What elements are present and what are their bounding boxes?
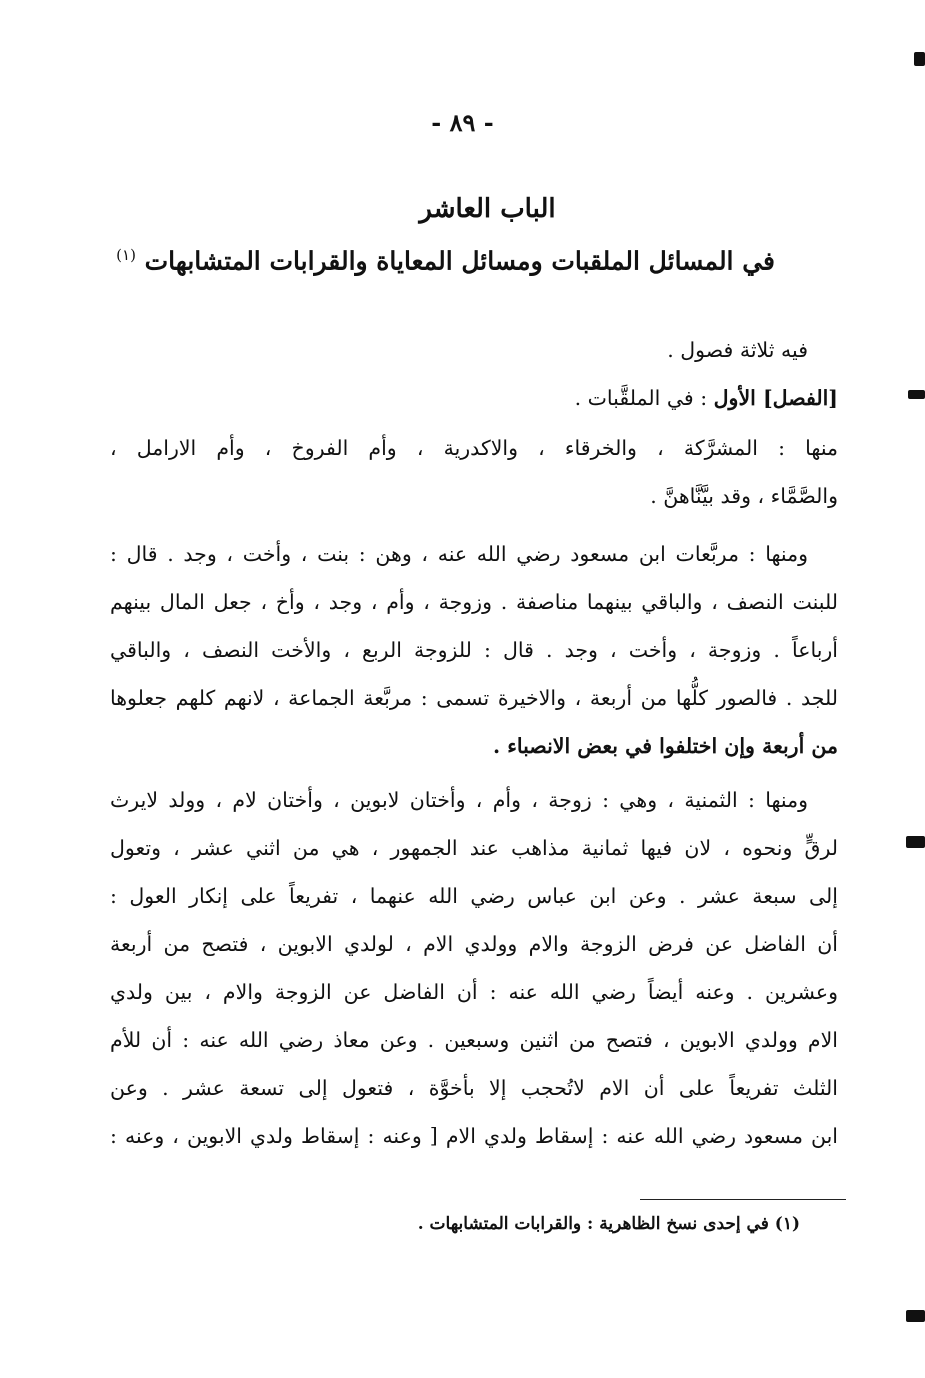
page-number: - ٨٩ - xyxy=(431,108,494,137)
paragraph-murabbaat xyxy=(110,530,838,770)
section-line xyxy=(300,374,838,422)
text-line: منها : المشرَّكة ، والخرقاء ، والاكدرية ، وأم الفروخ ، وأم الارامل ، xyxy=(110,436,838,460)
text-line: الثلث تفريعاً على أن الام لاتُحجب إلا بأخوَّة ، فتعول إلى تسعة عشر . وعن xyxy=(110,1076,838,1100)
text-line: وعشرين . وعنه أيضاً رضي الله عنه : أن الفاضل عن الزوجة والام ، بين ولدي xyxy=(110,980,838,1004)
text-line: والصَّمَّاء ، وقد بيَّنَّاهنَّ . xyxy=(650,484,838,508)
paragraph-section-heading xyxy=(300,374,838,422)
paragraph-names xyxy=(110,424,838,520)
scan-margin-mark xyxy=(906,836,925,848)
text-line: إلى سبعة عشر . وعن ابن عباس رضي الله عنهما ، تفريعاً على إنكار العول : xyxy=(110,884,838,908)
text-line: فيه ثلاثة فصول . xyxy=(667,338,808,362)
text-line: أرباعاً . وزوجة ، وأخت ، وجد . قال : للزوجة الربع ، والأخت النصف ، والباقي xyxy=(110,638,838,662)
chapter-subtitle-text: في المسائل الملقبات ومسائل المعاياة والقرابات المتشابهات xyxy=(144,246,775,276)
scan-margin-mark xyxy=(914,52,925,66)
scan-margin-mark xyxy=(906,1310,925,1322)
footnote-marker: (١) xyxy=(116,246,136,264)
text-line: ومنها : مربَّعات ابن مسعود رضي الله عنه ، وهن : بنت ، وأخت ، وجد . قال : xyxy=(110,542,808,566)
text-line: ابن مسعود رضي الله عنه : إسقاط ولدي الام [ وعنه : إسقاط ولدي الابوين ، وعنه : xyxy=(110,1124,838,1148)
text-line: من أربعة وإن اختلفوا في بعض الانصباء . xyxy=(492,734,838,758)
chapter-subtitle xyxy=(116,246,775,276)
text-line: لرقٍّ ونحوه ، لان فيها ثمانية مذاهب عند الجمهور ، هي من اثني عشر ، وتعول xyxy=(110,836,838,860)
footnote-divider xyxy=(640,1199,846,1200)
text-line: للجد . فالصور كلُّها من أربعة ، والاخيرة تسمى : مربَّعة الجماعة ، لانهم كلهم جعلوها xyxy=(110,686,838,710)
section-heading-rest: : في الملقَّبات . xyxy=(574,386,714,410)
text-line: ومنها : الثمنية ، وهي : زوجة ، وأم ، وأختان لابوين ، وأختان لام ، وولد لايرث xyxy=(110,788,808,812)
paragraph-thumniya xyxy=(110,776,838,1160)
paragraph-intro xyxy=(110,326,838,374)
text-line: للبنت النصف ، والباقي بينهما مناصفة . وزوجة ، وأم ، وجد ، وأخ ، جعل المال بينهم xyxy=(110,590,838,614)
text-line: أن الفاضل عن فرض الزوجة والام وولدي الام ، لولدي الابوين ، فتصح من أربعة xyxy=(110,932,838,956)
section-heading: [الفصل] الأول xyxy=(713,386,838,410)
text-line: الام وولدي الابوين ، فتصح من اثنين وسبعين . وعن معاذ رضي الله عنه : أن للأم xyxy=(110,1028,838,1052)
scan-margin-mark xyxy=(908,390,925,399)
footnote: (١) في إحدى نسخ الظاهرية : والقرابات المتشابهات . xyxy=(417,1214,800,1234)
chapter-title: الباب العاشر xyxy=(419,194,556,224)
